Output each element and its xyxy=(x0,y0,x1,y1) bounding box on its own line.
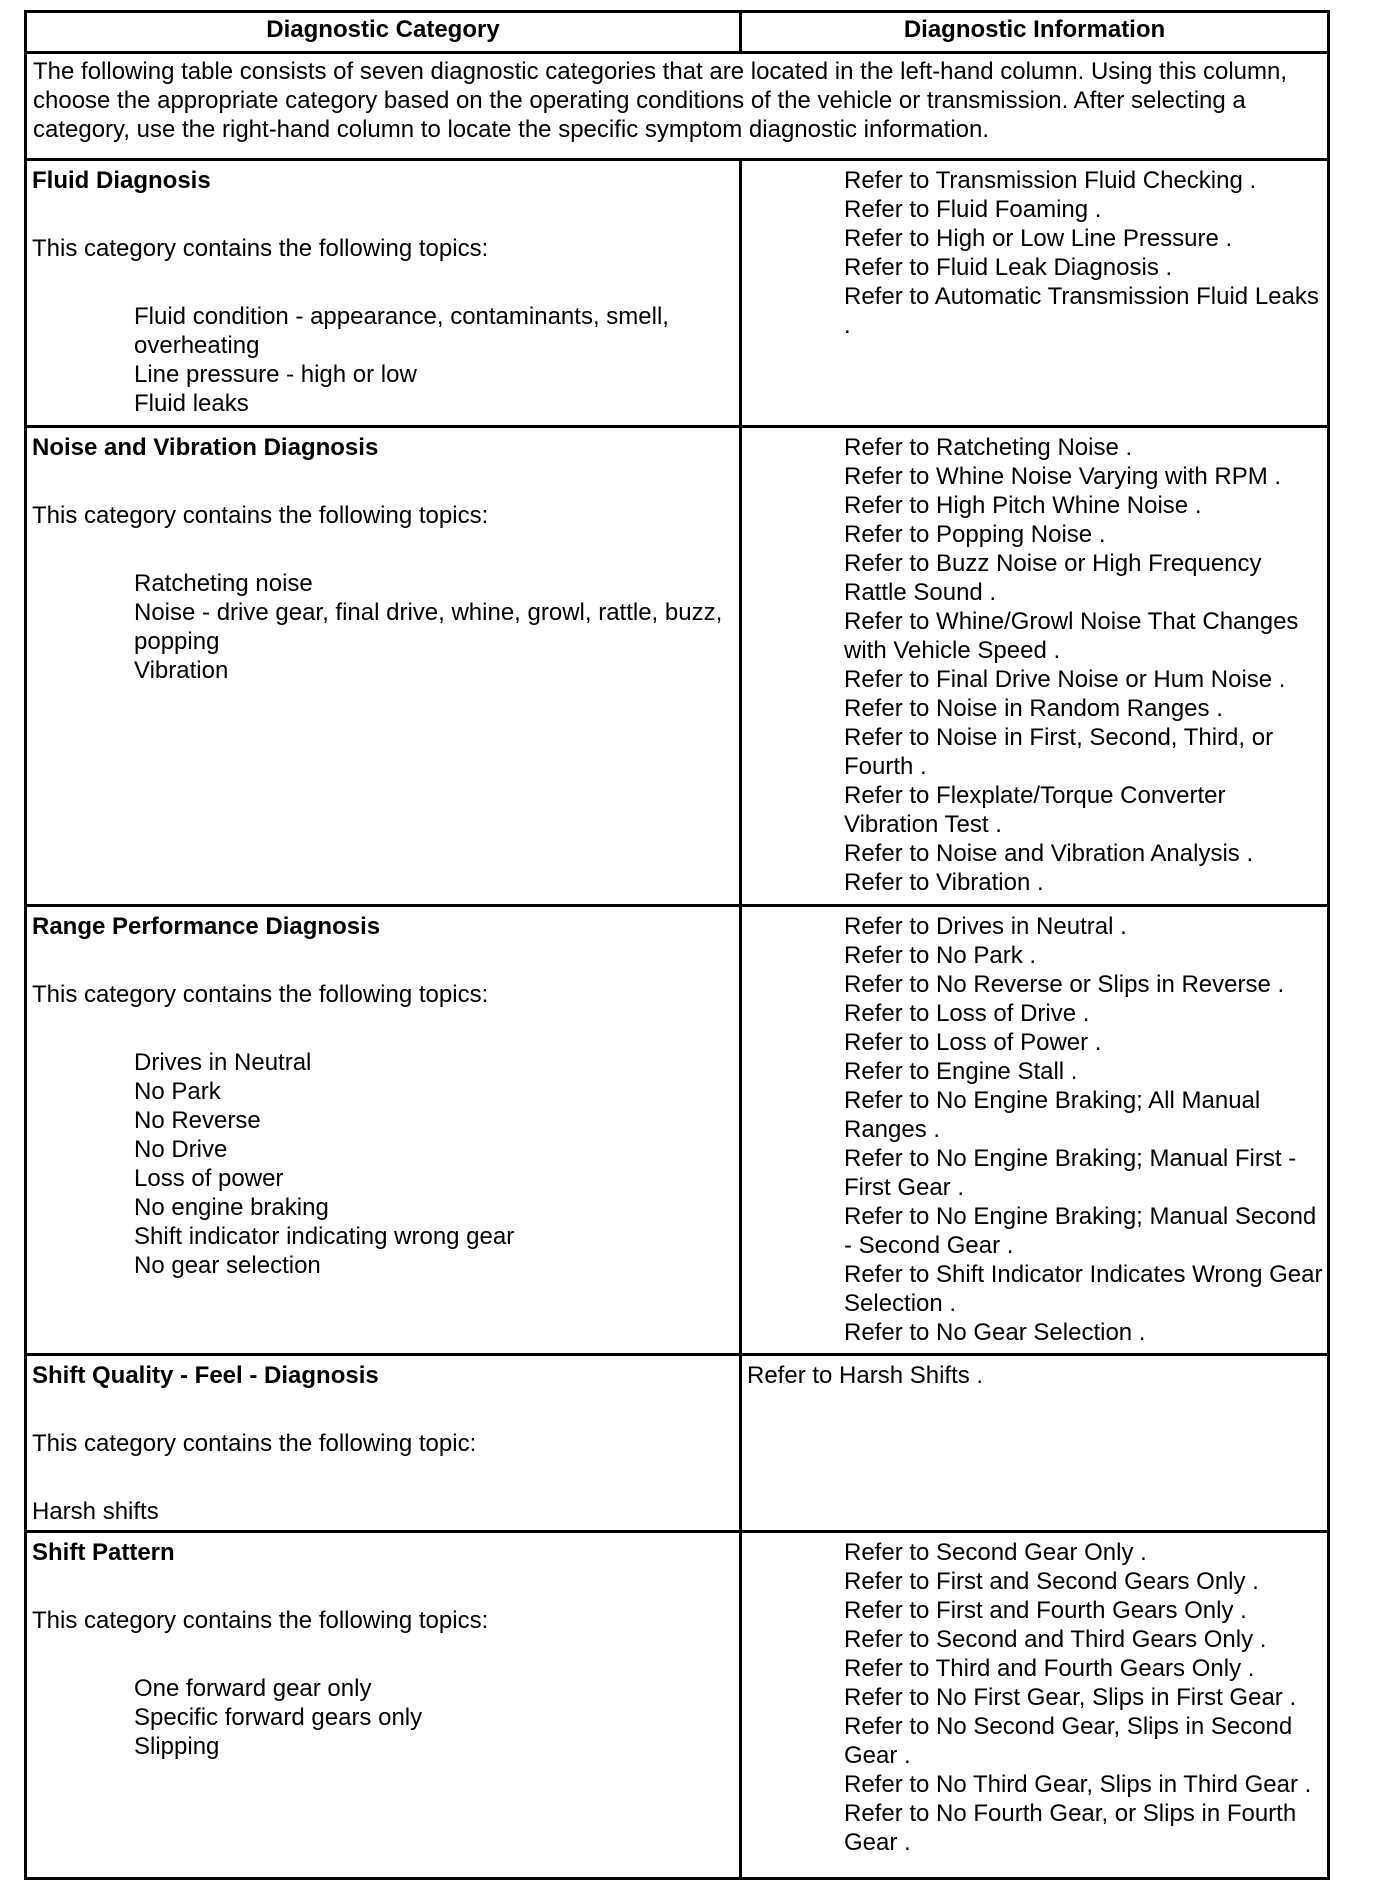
header-row xyxy=(27,13,1327,52)
ref-item: Refer to Final Drive Noise or Hum Noise . xyxy=(844,666,1286,693)
topic-item: Line pressure - high or low xyxy=(134,361,417,388)
ref-item: Refer to High or Low Line Pressure . xyxy=(844,225,1233,252)
info-cell xyxy=(742,428,1327,904)
ref-item: Refer to Second Gear Only . xyxy=(844,1539,1147,1566)
topic-item: Fluid leaks xyxy=(134,390,249,417)
ref-item: Refer to Fluid Foaming . xyxy=(844,196,1102,223)
ref-item: Refer to Noise in Random Ranges . xyxy=(844,695,1223,722)
topic-item: No engine braking xyxy=(134,1194,329,1221)
info-cell xyxy=(742,1533,1327,1877)
topic-item: Fluid condition - appearance, contaminants, smell, overheating xyxy=(134,303,669,359)
ref-item: Refer to Transmission Fluid Checking . xyxy=(844,167,1257,194)
ref-item: Refer to Noise in First, Second, Third, or Fourth . xyxy=(844,724,1274,780)
refs-list xyxy=(742,166,1327,340)
ref-item: Refer to First and Fourth Gears Only . xyxy=(844,1597,1247,1624)
topic-item: One forward gear only xyxy=(134,1675,372,1702)
intro-row xyxy=(27,54,1327,158)
ref-item: Refer to No Engine Braking; Manual First - First Gear . xyxy=(844,1145,1297,1201)
refs-list xyxy=(742,912,1327,1347)
topic-item: Specific forward gears only xyxy=(134,1704,423,1731)
category-title: Shift Pattern xyxy=(32,1539,175,1566)
topic-item: Loss of power xyxy=(134,1165,284,1192)
category-title: Noise and Vibration Diagnosis xyxy=(32,434,379,461)
topic-item: No Reverse xyxy=(134,1107,261,1134)
ref-item: Refer to Popping Noise . xyxy=(844,521,1106,548)
topics-list xyxy=(32,569,739,685)
topic-item: Slipping xyxy=(134,1733,220,1760)
category-title: Range Performance Diagnosis xyxy=(32,913,381,940)
ref-item: Refer to No Engine Braking; All Manual Ranges . xyxy=(844,1087,1261,1143)
ref-item: Refer to Noise and Vibration Analysis . xyxy=(844,840,1254,867)
topics-list xyxy=(32,302,739,418)
topic-item: No Park xyxy=(134,1078,221,1105)
ref-item: Refer to Automatic Transmission Fluid Leaks . xyxy=(844,283,1319,339)
row-noise-vibration xyxy=(27,428,1327,904)
ref-item: Refer to No Engine Braking; Manual Second - Second Gear . xyxy=(844,1203,1317,1259)
topics-list xyxy=(32,1674,739,1761)
topics-list xyxy=(32,1048,739,1280)
ref-item: Refer to No Third Gear, Slips in Third Gear . xyxy=(844,1771,1312,1798)
ref-item: Refer to Ratcheting Noise . xyxy=(844,434,1133,461)
ref-item: Refer to Loss of Drive . xyxy=(844,1000,1090,1027)
intro-text: The following table consists of seven diagnostic categories that are located in the left-hand column. Using this column, choose the appropriate category based on the operating conditions of the vehicle or transmission. After selecting a category, use the right-hand column to locate the specific symptom diagnostic information. xyxy=(33,58,1288,143)
ref-item: Refer to High Pitch Whine Noise . xyxy=(844,492,1202,519)
ref-item: Refer to Second and Third Gears Only . xyxy=(844,1626,1267,1653)
category-subtitle: This category contains the following topics: xyxy=(32,1607,489,1634)
ref-item: Refer to Loss of Power . xyxy=(844,1029,1102,1056)
ref-item: Refer to Drives in Neutral . xyxy=(844,913,1127,940)
topic-item: Drives in Neutral xyxy=(134,1049,312,1076)
topic-item: Noise - drive gear, final drive, whine, growl, rattle, buzz, popping xyxy=(134,599,723,655)
ref-item: Refer to Harsh Shifts . xyxy=(747,1362,984,1389)
category-subtitle: This category contains the following topics: xyxy=(32,235,489,262)
ref-item: Refer to No Second Gear, Slips in Second Gear . xyxy=(844,1713,1293,1769)
ref-item: Refer to Shift Indicator Indicates Wrong Gear Selection . xyxy=(844,1261,1323,1317)
topics-list xyxy=(32,1497,739,1526)
ref-item: Refer to Engine Stall . xyxy=(844,1058,1078,1085)
category-cell xyxy=(27,161,739,425)
header-diagnostic-category: Diagnostic Category xyxy=(266,16,500,43)
ref-item: Refer to No Park . xyxy=(844,942,1037,969)
category-cell xyxy=(27,1533,739,1877)
topic-item: Shift indicator indicating wrong gear xyxy=(134,1223,515,1250)
ref-item: Refer to Buzz Noise or High Frequency Rattle Sound . xyxy=(844,550,1262,606)
ref-item: Refer to Vibration . xyxy=(844,869,1044,896)
category-subtitle: This category contains the following topic: xyxy=(32,1430,477,1457)
category-cell xyxy=(27,907,739,1353)
ref-item: Refer to No Fourth Gear, or Slips in Fourth Gear . xyxy=(844,1800,1297,1856)
refs-list xyxy=(747,1361,1327,1390)
row-shift-pattern xyxy=(27,1533,1327,1877)
ref-item: Refer to Flexplate/Torque Converter Vibration Test . xyxy=(844,782,1226,838)
ref-item: Refer to No Gear Selection . xyxy=(844,1319,1146,1346)
ref-item: Refer to Whine/Growl Noise That Changes with Vehicle Speed . xyxy=(844,608,1299,664)
refs-list xyxy=(742,1538,1327,1857)
category-title: Fluid Diagnosis xyxy=(32,167,211,194)
topic-item: No Drive xyxy=(134,1136,228,1163)
ref-item: Refer to Whine Noise Varying with RPM . xyxy=(844,463,1282,490)
topic-item: Harsh shifts xyxy=(32,1498,159,1525)
refs-list xyxy=(742,433,1327,897)
diagnostic-table xyxy=(24,10,1330,1880)
topic-item: Ratcheting noise xyxy=(134,570,313,597)
category-subtitle: This category contains the following topics: xyxy=(32,981,489,1008)
ref-item: Refer to Fluid Leak Diagnosis . xyxy=(844,254,1173,281)
category-subtitle: This category contains the following topics: xyxy=(32,502,489,529)
row-fluid-diagnosis xyxy=(27,161,1327,425)
header-diagnostic-information: Diagnostic Information xyxy=(903,16,1166,43)
category-cell xyxy=(27,1356,739,1531)
row-shift-quality xyxy=(27,1356,1327,1531)
topic-item: No gear selection xyxy=(134,1252,321,1279)
info-cell xyxy=(742,907,1327,1353)
topic-item: Vibration xyxy=(134,657,229,684)
ref-item: Refer to First and Second Gears Only . xyxy=(844,1568,1259,1595)
category-cell xyxy=(27,428,739,904)
info-cell xyxy=(742,1356,1327,1531)
info-cell xyxy=(742,161,1327,425)
row-range-performance xyxy=(27,907,1327,1353)
ref-item: Refer to Third and Fourth Gears Only . xyxy=(844,1655,1255,1682)
category-title: Shift Quality - Feel - Diagnosis xyxy=(32,1362,379,1389)
ref-item: Refer to No First Gear, Slips in First Gear . xyxy=(844,1684,1297,1711)
ref-item: Refer to No Reverse or Slips in Reverse . xyxy=(844,971,1285,998)
